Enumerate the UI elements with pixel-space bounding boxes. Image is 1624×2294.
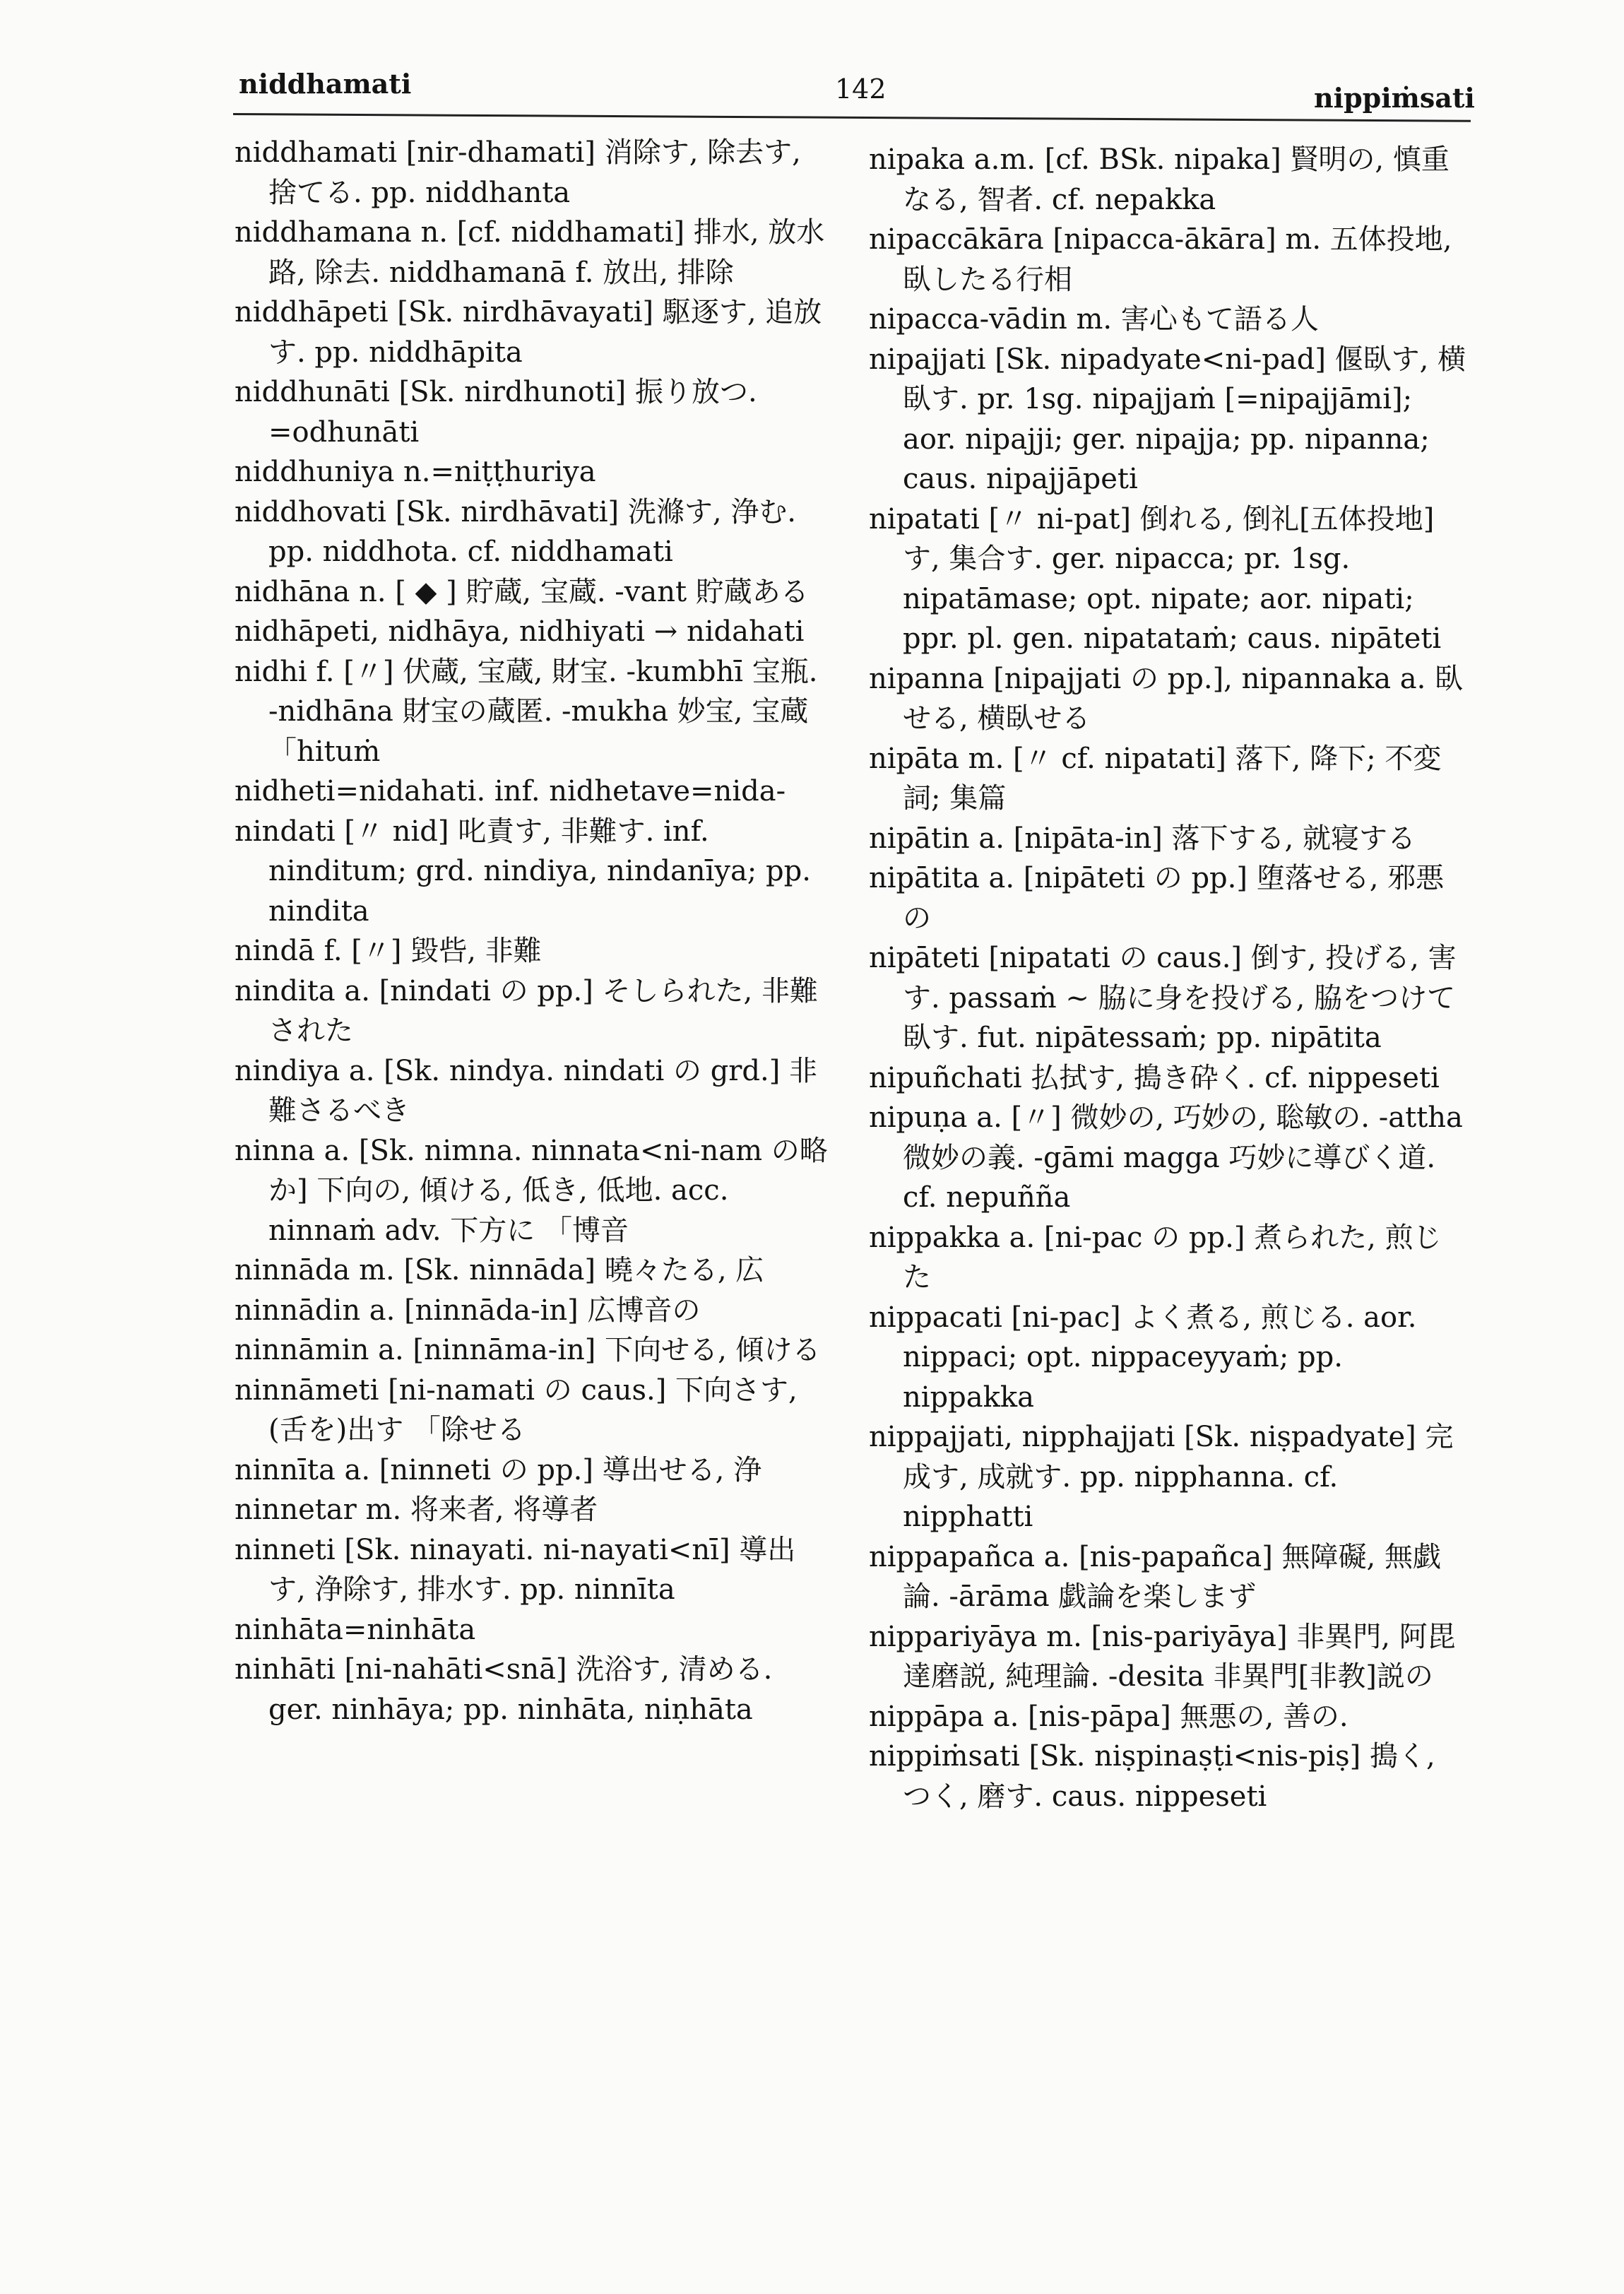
dictionary-entry: ninnāda m. [Sk. ninnāda] 曉々たる, 広 — [235, 1254, 764, 1287]
dictionary-entry: ninna a. [Sk. nimna. ninnata<ni-nam の略か] 下向の, 傾ける, 低き, 低地. acc. ninnaṁ adv. 下方に 「博音 — [235, 1134, 828, 1247]
dictionary-entry: nippiṁsati [Sk. niṣpinaṣṭi<nis-piṣ] 搗く, つく, 磨す. caus. nippeseti — [869, 1740, 1445, 1813]
dictionary-entry: nippacati [ni-pac] よく煮る, 煎じる. aor. nippaci; opt. nippaceyyaṁ; pp. nippakka — [869, 1301, 1426, 1414]
dictionary-entry: niddhovati [Sk. nirdhāvati] 洗滌す, 浄む. pp. niddhota. cf. niddhamati — [235, 495, 805, 568]
dictionary-entry: nippapañca a. [nis-papañca] 無障礙, 無戯論. -ārāma 戯論を楽しまず — [869, 1540, 1441, 1613]
dictionary-entry: nidhāpeti, nidhāya, nidhiyati → nidahati — [235, 615, 805, 648]
dictionary-entry: nipātita a. [nipāteti の pp.] 堕落せる, 邪悪の — [869, 862, 1445, 935]
left-column — [235, 133, 828, 1730]
dictionary-entry: nindati [〃 nid] 叱責す, 非難す. inf. ninditum; grd. nindiya, nindanīya; pp. nindita — [235, 815, 820, 928]
page-number: 142 — [835, 73, 887, 105]
dictionary-entry: nipaccākāra [nipacca-ākāra] m. 五体投地, 臥したる行相 — [869, 223, 1462, 296]
dictionary-entry: nipāteti [nipatati の caus.] 倒す, 投げる, 害す. passaṁ ~ 脇に身を投げる, 脇をつけて臥す. fut. nipātessaṁ; pp. nipātita — [869, 942, 1457, 1054]
dictionary-entry: niddhuniya n.=niṭṭhuriya — [235, 456, 596, 488]
dictionary-entry: ninneti [Sk. ninayati. ni-nayati<nī] 導出す, 浄除す, 排水す. pp. ninnīta — [235, 1533, 796, 1606]
dictionary-entry: niddhunāti [Sk. nirdhunoti] 振り放つ. =odhunāti — [235, 376, 766, 449]
dictionary-entry: nippāpa a. [nis-pāpa] 無悪の, 善の. — [869, 1700, 1349, 1733]
dictionary-entry: nindita a. [nindati の pp.] そしられた, 非難された — [235, 974, 818, 1047]
dictionary-entry: nidhi f. [〃] 伏蔵, 宝蔵, 財宝. -kumbhī 宝瓶. -nidhāna 財宝の蔵匿. -mukha 妙宝, 宝蔵 「hituṁ — [235, 655, 827, 768]
dictionary-entry: nipaka a.m. [cf. BSk. nipaka] 賢明の, 慎重なる, 智者. cf. nepakka — [869, 143, 1450, 216]
right-column — [869, 140, 1472, 1816]
dictionary-entry: niddhamati [nir-dhamati] 消除す, 除去す, 捨てる. pp. niddhanta — [235, 136, 810, 209]
dictionary-entry: ninnīta a. [ninneti の pp.] 導出せる, 浄 — [235, 1453, 762, 1486]
dictionary-entry: nipuṇa a. [〃] 微妙の, 巧妙の, 聡敏の. -attha 微妙の義. -gāmi magga 巧妙に導びく道. cf. nepuñña — [869, 1101, 1472, 1214]
dictionary-entry: nindā f. [〃] 毀呰, 非難 — [235, 935, 542, 967]
dictionary-entry: nidhāna n. [ ◆ ] 貯蔵, 宝蔵. -vant 貯蔵ある — [235, 575, 809, 608]
dictionary-entry: ninnāmeti [ni-namati の caus.] 下向さす, (舌を)出す 「除せる — [235, 1373, 807, 1446]
dictionary-entry: nipajjati [Sk. nipadyate<ni-pad] 偃臥す, 横臥す. pr. 1sg. nipajjaṁ [=nipajjāmi]; aor. nipajji; ger. nipajja; pp. nipanna; caus. nipajjāpeti — [869, 343, 1466, 495]
header-rule — [233, 113, 1471, 122]
dictionary-entry: ninhāti [ni-nahāti<snā] 洗浴す, 清める. ger. ninhāya; pp. ninhāta, niṇhāta — [235, 1653, 782, 1726]
left-guide-word: niddhamati — [239, 68, 412, 100]
right-guide-word: nippiṁsati — [1314, 82, 1475, 114]
dictionary-entry: nippakka a. [ni-pac の pp.] 煮られた, 煎じた — [869, 1221, 1442, 1294]
dictionary-entry: nipātin a. [nipāta-in] 落下する, 就寝する — [869, 822, 1416, 855]
dictionary-entry: nipāta m. [〃 cf. nipatati] 落下, 降下; 不変詞; 集篇 — [869, 742, 1442, 815]
dictionary-entry: ninnetar m. 将来者, 将導者 — [235, 1494, 598, 1526]
dictionary-entry: niddhāpeti [Sk. nirdhāvayati] 駆逐す, 追放す. pp. niddhāpita — [235, 296, 822, 369]
dictionary-entry: ninnāmin a. [ninnāma-in] 下向せる, 傾ける — [235, 1334, 821, 1366]
dictionary-entry: nippajjati, nipphajjati [Sk. niṣpadyate] 完成す, 成就す. pp. nipphanna. cf. nipphatti — [869, 1421, 1454, 1533]
dictionary-entry: nipacca-vādin m. 害心もて語る人 — [869, 303, 1319, 336]
dictionary-entry: nippariyāya m. [nis-pariyāya] 非異門, 阿毘達磨説, 純理論. -desita 非異門[非教]説の — [869, 1620, 1456, 1693]
dictionary-entry: niddhamana n. [cf. niddhamati] 排水, 放水路, 除去. niddhamanā f. 放出, 排除 — [235, 216, 825, 289]
dictionary-entry: ninhāta=ninhāta — [235, 1613, 476, 1646]
dictionary-entry: nindiya a. [Sk. nindya. nindati の grd.] 非難さるべき — [235, 1054, 818, 1127]
dictionary-entry: nidheti=nidahati. inf. nidhetave=nida- — [235, 775, 786, 808]
dictionary-entry: nipuñchati 払拭す, 搗き砕く. cf. nippeseti — [869, 1061, 1440, 1094]
dictionary-entry: nipatati [〃 ni-pat] 倒れる, 倒礼[五体投地]す, 集合す. ger. nipacca; pr. 1sg. nipatāmase; opt. nipate; aor. nipati; ppr. pl. gen. nipatataṁ; caus. nipāteti — [869, 502, 1442, 655]
dictionary-entry: ninnādin a. [ninnāda-in] 広博音の — [235, 1294, 701, 1327]
dictionary-entry: nipanna [nipajjati の pp.], nipannaka a. 臥せる, 横臥せる — [869, 662, 1464, 735]
